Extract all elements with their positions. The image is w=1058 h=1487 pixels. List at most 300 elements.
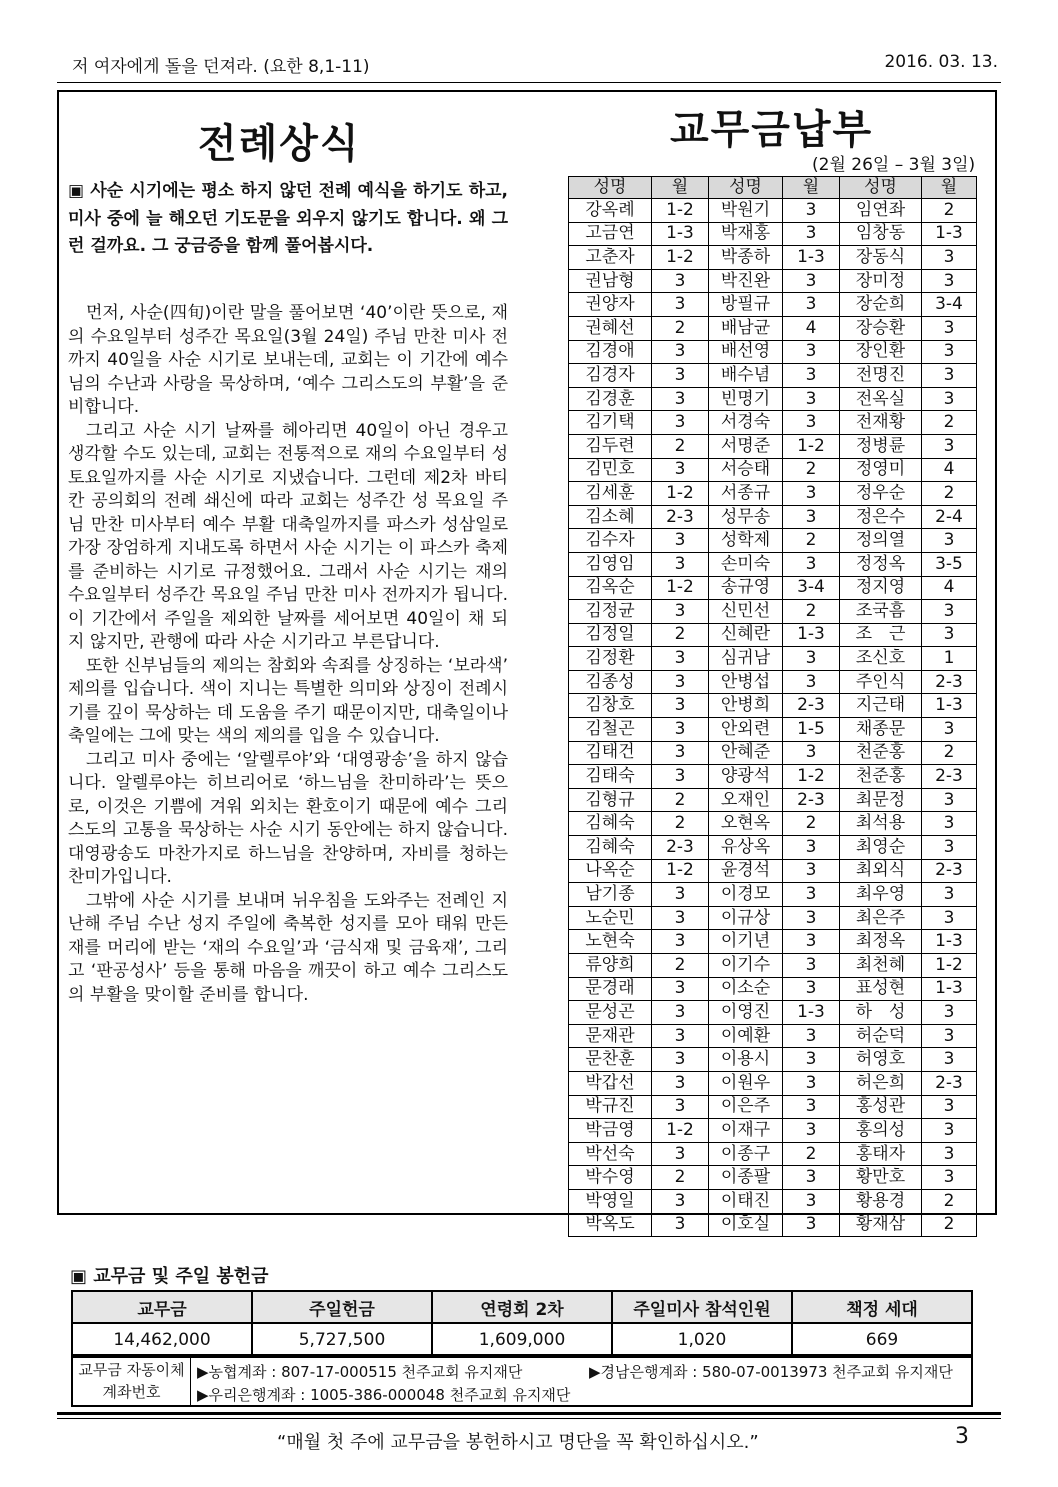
member-name: 홍태자 xyxy=(840,1142,922,1166)
member-name: 김창호 xyxy=(569,694,652,718)
member-name: 배선영 xyxy=(709,340,783,364)
paid-months: 3 xyxy=(652,269,709,293)
member-name: 방필규 xyxy=(709,293,783,317)
account-box xyxy=(71,1354,973,1407)
roster-row xyxy=(569,812,977,836)
paid-months: 3 xyxy=(652,765,709,789)
finance-header: 주일헌금 xyxy=(252,1291,432,1323)
paid-months: 4 xyxy=(922,576,977,600)
finance-value-row xyxy=(72,1323,972,1357)
roster-row xyxy=(569,458,977,482)
member-name: 최문정 xyxy=(840,788,922,812)
paid-months: 3 xyxy=(922,836,977,860)
paid-months: 2-3 xyxy=(652,505,709,529)
member-name: 서경숙 xyxy=(709,411,783,435)
paid-months: 1-3 xyxy=(783,1001,840,1025)
member-name: 이규상 xyxy=(709,906,783,930)
paid-months: 1-2 xyxy=(652,1119,709,1143)
paid-months: 3 xyxy=(652,1071,709,1095)
member-name: 최은주 xyxy=(840,906,922,930)
member-name: 문재관 xyxy=(569,1024,652,1048)
paid-months: 3 xyxy=(783,387,840,411)
member-name: 나옥순 xyxy=(569,859,652,883)
paid-months: 3 xyxy=(922,1048,977,1072)
paid-months: 3 xyxy=(922,246,977,270)
member-name: 강옥례 xyxy=(569,199,652,223)
member-name: 장동식 xyxy=(840,246,922,270)
paid-months: 1-3 xyxy=(922,977,977,1001)
paid-months: 2 xyxy=(922,482,977,506)
member-name: 이종구 xyxy=(709,1142,783,1166)
roster-row xyxy=(569,1189,977,1213)
member-name: 배남균 xyxy=(709,316,783,340)
paid-months: 3 xyxy=(652,647,709,671)
member-name: 성무송 xyxy=(709,505,783,529)
paid-months: 1-2 xyxy=(783,765,840,789)
paid-months: 2 xyxy=(652,1166,709,1190)
roster-row xyxy=(569,930,977,954)
account-label xyxy=(73,1356,191,1405)
paid-months: 3 xyxy=(783,1095,840,1119)
paid-months: 3 xyxy=(783,1189,840,1213)
bottom-rule-thick xyxy=(57,1412,1001,1415)
paid-months: 3 xyxy=(922,269,977,293)
paid-months: 2 xyxy=(922,1189,977,1213)
col-name: 성명 xyxy=(569,177,652,199)
paid-months: 3 xyxy=(783,411,840,435)
woori-account: ▶우리은행계좌 : 1005-386-000048 천주교회 유지재단 xyxy=(197,1386,571,1404)
header-verse: 저 여자에게 돌을 던져라. (요한 8,1-11) xyxy=(72,57,370,77)
finance-header: 책정 세대 xyxy=(792,1291,972,1323)
roster-row xyxy=(569,246,977,270)
member-name: 김태숙 xyxy=(569,765,652,789)
paid-months: 3 xyxy=(922,434,977,458)
member-name: 문경래 xyxy=(569,977,652,1001)
paid-months: 2-3 xyxy=(922,670,977,694)
roster-row xyxy=(569,954,977,978)
member-name: 고금연 xyxy=(569,222,652,246)
member-name: 최천혜 xyxy=(840,954,922,978)
paid-months: 1-2 xyxy=(922,954,977,978)
paid-months: 3 xyxy=(652,1001,709,1025)
paid-months: 2 xyxy=(922,199,977,223)
col-month: 월 xyxy=(783,177,840,199)
paid-months: 3 xyxy=(922,340,977,364)
member-name: 김정환 xyxy=(569,647,652,671)
paid-months: 2-4 xyxy=(922,505,977,529)
paragraph: 그밖에 사순 시기를 보내며 뉘우침을 도와주는 전례인 지난해 주님 수난 성지 주일에 축복한 성지를 모아 태워 만든 재를 머리에 받는 ‘재의 수요일’과 ‘금식재 및 금육재’, 그리고 ‘판공성사’ 등을 통해 마음을 깨끗이 하고 예수 그리스도의 부활을 맞이할 준비를 합니다. xyxy=(68,890,508,1005)
member-name: 남기종 xyxy=(569,883,652,907)
paid-months: 3 xyxy=(783,269,840,293)
member-name: 권혜선 xyxy=(569,316,652,340)
member-name: 박수영 xyxy=(569,1166,652,1190)
paid-months: 4 xyxy=(922,458,977,482)
roster-row xyxy=(569,1119,977,1143)
footer-notice: “매월 첫 주에 교무금을 봉헌하시고 명단을 꼭 확인하십시오.” xyxy=(277,1432,759,1453)
roster-row xyxy=(569,859,977,883)
paid-months: 3 xyxy=(922,1166,977,1190)
paid-months: 3 xyxy=(783,1024,840,1048)
paid-months: 3 xyxy=(922,316,977,340)
paid-months: 3-5 xyxy=(922,552,977,576)
member-name: 정지영 xyxy=(840,576,922,600)
member-name: 이기수 xyxy=(709,954,783,978)
roster-row xyxy=(569,387,977,411)
member-name: 김철곤 xyxy=(569,718,652,742)
roster-row xyxy=(569,1024,977,1048)
paid-months: 1-3 xyxy=(922,930,977,954)
roster-row xyxy=(569,670,977,694)
member-name: 서종규 xyxy=(709,482,783,506)
paid-months: 2 xyxy=(783,1142,840,1166)
member-name: 박원기 xyxy=(709,199,783,223)
paid-months: 2-3 xyxy=(922,765,977,789)
member-name: 안외련 xyxy=(709,718,783,742)
paid-months: 3 xyxy=(783,222,840,246)
paid-months: 2 xyxy=(652,812,709,836)
member-name: 박선숙 xyxy=(569,1142,652,1166)
nonghyup-account: ▶농협계좌 : 807-17-000515 천주교회 유지재단 xyxy=(197,1363,523,1381)
member-name: 이종팔 xyxy=(709,1166,783,1190)
member-name: 서명준 xyxy=(709,434,783,458)
paid-months: 3 xyxy=(783,977,840,1001)
roster-row xyxy=(569,529,977,553)
member-name: 최외식 xyxy=(840,859,922,883)
paid-months: 2 xyxy=(652,788,709,812)
member-name: 이은주 xyxy=(709,1095,783,1119)
roster-row xyxy=(569,883,977,907)
finance-header: 연령회 2차 xyxy=(432,1291,612,1323)
paid-months: 2 xyxy=(783,600,840,624)
paid-months: 3 xyxy=(922,364,977,388)
paid-months: 3 xyxy=(783,930,840,954)
finance-section-title: ▣ 교무금 및 주일 봉헌금 xyxy=(70,1266,269,1287)
dues-period: (2월 26일 – 3월 3일) xyxy=(812,155,976,175)
member-name: 이태진 xyxy=(709,1189,783,1213)
roster-row xyxy=(569,576,977,600)
member-name: 안혜준 xyxy=(709,741,783,765)
roster-row xyxy=(569,765,977,789)
member-name: 양광석 xyxy=(709,765,783,789)
paid-months: 3 xyxy=(922,718,977,742)
member-name: 안병섭 xyxy=(709,670,783,694)
paid-months: 3 xyxy=(783,670,840,694)
roster-row xyxy=(569,364,977,388)
roster-row xyxy=(569,694,977,718)
member-name: 하 성 xyxy=(840,1001,922,1025)
member-name: 정의열 xyxy=(840,529,922,553)
paid-months: 2-3 xyxy=(783,694,840,718)
finance-value: 1,020 xyxy=(612,1323,792,1357)
col-month: 월 xyxy=(652,177,709,199)
member-name: 배수념 xyxy=(709,364,783,388)
member-name: 김혜숙 xyxy=(569,812,652,836)
roster-row xyxy=(569,1001,977,1025)
member-name: 전명진 xyxy=(840,364,922,388)
paragraph: 또한 신부님들의 제의는 참회와 속죄를 상징하는 ‘보라색’ 제의를 입습니다. 색이 지니는 특별한 의미와 상징이 전례시기를 깊이 묵상하는 데 도움을 주기 때문이지만, 대축일이나 축일에는 그에 맞는 색의 제의를 입을 수 있습니다. xyxy=(68,655,508,746)
paid-months: 3 xyxy=(652,1142,709,1166)
paid-months: 3 xyxy=(783,505,840,529)
roster-row xyxy=(569,741,977,765)
member-name: 천준홍 xyxy=(840,765,922,789)
roster-row xyxy=(569,600,977,624)
member-name: 김경애 xyxy=(569,340,652,364)
member-name: 지근태 xyxy=(840,694,922,718)
paid-months: 3 xyxy=(652,906,709,930)
paid-months: 3 xyxy=(652,340,709,364)
paid-months: 3 xyxy=(652,883,709,907)
member-name: 김민호 xyxy=(569,458,652,482)
paid-months: 3 xyxy=(652,1189,709,1213)
member-name: 신혜란 xyxy=(709,623,783,647)
member-name: 장인환 xyxy=(840,340,922,364)
member-name: 조국흠 xyxy=(840,600,922,624)
paid-months: 1-5 xyxy=(783,718,840,742)
page-number: 3 xyxy=(955,1424,969,1449)
paid-months: 3 xyxy=(922,906,977,930)
paid-months: 2-3 xyxy=(922,859,977,883)
paid-months: 3 xyxy=(652,718,709,742)
paid-months: 3 xyxy=(922,1095,977,1119)
member-name: 김옥순 xyxy=(569,576,652,600)
member-name: 장승환 xyxy=(840,316,922,340)
member-name: 윤경석 xyxy=(709,859,783,883)
roster-row xyxy=(569,1166,977,1190)
member-name: 장미정 xyxy=(840,269,922,293)
member-name: 문성곤 xyxy=(569,1001,652,1025)
paid-months: 3 xyxy=(652,741,709,765)
paid-months: 3 xyxy=(783,482,840,506)
paid-months: 3 xyxy=(783,552,840,576)
paid-months: 3 xyxy=(922,1024,977,1048)
member-name: 이재구 xyxy=(709,1119,783,1143)
member-name: 천준홍 xyxy=(840,741,922,765)
paid-months: 2-3 xyxy=(783,788,840,812)
paid-months: 1-3 xyxy=(783,623,840,647)
paid-months: 1-2 xyxy=(652,199,709,223)
paid-months: 3 xyxy=(652,977,709,1001)
paid-months: 3 xyxy=(652,387,709,411)
roster-row xyxy=(569,269,977,293)
finance-value: 1,609,000 xyxy=(432,1323,612,1357)
member-name: 이기년 xyxy=(709,930,783,954)
paid-months: 3 xyxy=(652,1024,709,1048)
paid-months: 3 xyxy=(652,930,709,954)
paid-months: 3 xyxy=(652,694,709,718)
member-name: 이예환 xyxy=(709,1024,783,1048)
member-name: 김두련 xyxy=(569,434,652,458)
member-name: 문찬훈 xyxy=(569,1048,652,1072)
liturgy-article xyxy=(68,302,508,1007)
paid-months: 2 xyxy=(652,623,709,647)
account-label-line: 교무금 자동이체 xyxy=(78,1361,185,1379)
finance-header-row xyxy=(72,1291,972,1323)
paid-months: 3-4 xyxy=(783,576,840,600)
member-name: 홍의성 xyxy=(840,1119,922,1143)
paid-months: 3 xyxy=(922,812,977,836)
paid-months: 1-2 xyxy=(652,482,709,506)
member-name: 김정균 xyxy=(569,600,652,624)
member-name: 김태건 xyxy=(569,741,652,765)
member-name: 권양자 xyxy=(569,293,652,317)
paid-months: 2-3 xyxy=(922,1071,977,1095)
col-name: 성명 xyxy=(709,177,783,199)
paid-months: 3 xyxy=(922,788,977,812)
col-month: 월 xyxy=(922,177,977,199)
paid-months: 3 xyxy=(783,1213,840,1237)
paid-months: 2 xyxy=(922,741,977,765)
paid-months: 1-2 xyxy=(652,246,709,270)
member-name: 박영일 xyxy=(569,1189,652,1213)
member-name: 성학제 xyxy=(709,529,783,553)
member-name: 이소순 xyxy=(709,977,783,1001)
paid-months: 3 xyxy=(652,458,709,482)
paid-months: 3 xyxy=(922,1001,977,1025)
member-name: 노현숙 xyxy=(569,930,652,954)
member-name: 전옥실 xyxy=(840,387,922,411)
member-name: 정영미 xyxy=(840,458,922,482)
member-name: 김형규 xyxy=(569,788,652,812)
roster-row xyxy=(569,505,977,529)
paid-months: 3 xyxy=(652,1048,709,1072)
roster-row xyxy=(569,788,977,812)
roster-row xyxy=(569,199,977,223)
roster-row xyxy=(569,906,977,930)
paragraph: 먼저, 사순(四旬)이란 말을 풀어보면 ‘40’이란 뜻으로, 재의 수요일부터 성주간 목요일(3월 24일) 주님 만찬 미사 전까지 40일을 사순 시기로 보내는데, 교회는 이 기간에 예수님의 수난과 사랑을 묵상하며, ‘예수 그리스도의 부활’을 준비합니다. xyxy=(68,303,508,417)
roster-row xyxy=(569,836,977,860)
member-name: 안병희 xyxy=(709,694,783,718)
paid-months: 3 xyxy=(783,293,840,317)
member-name: 허순덕 xyxy=(840,1024,922,1048)
paid-months: 3 xyxy=(652,411,709,435)
member-name: 김정일 xyxy=(569,623,652,647)
member-name: 김혜숙 xyxy=(569,836,652,860)
member-name: 김영임 xyxy=(569,552,652,576)
paid-months: 3 xyxy=(652,1095,709,1119)
header-date: 2016. 03. 13. xyxy=(884,52,998,72)
member-name: 김세훈 xyxy=(569,482,652,506)
paid-months: 3 xyxy=(783,199,840,223)
top-rule xyxy=(57,82,1001,83)
roster-row xyxy=(569,316,977,340)
member-name: 황재삼 xyxy=(840,1213,922,1237)
member-name: 유상옥 xyxy=(709,836,783,860)
roster-row xyxy=(569,222,977,246)
paid-months: 3 xyxy=(652,552,709,576)
member-name: 서승태 xyxy=(709,458,783,482)
member-name: 이원우 xyxy=(709,1071,783,1095)
member-name: 허영호 xyxy=(840,1048,922,1072)
paid-months: 1-2 xyxy=(783,434,840,458)
paid-months: 2 xyxy=(783,458,840,482)
paid-months: 3 xyxy=(652,529,709,553)
finance-header: 주일미사 참석인원 xyxy=(612,1291,792,1323)
member-name: 빈명기 xyxy=(709,387,783,411)
roster-row xyxy=(569,293,977,317)
paragraph: 그리고 미사 중에는 ‘알렐루야’와 ‘대영광송’을 하지 않습니다. 알렐루야는 히브리어로 ‘하느님을 찬미하라’는 뜻으로, 이것은 기쁨에 겨워 외치는 환호이기 때문에 예수 그리스도의 고통을 묵상하는 사순 시기 동안에는 하지 않습니다. 대영광송도 마찬가지로 하느님을 찬양하며, 자비를 청하는 찬미가입니다. xyxy=(68,749,508,887)
member-name: 고춘자 xyxy=(569,246,652,270)
member-name: 박금영 xyxy=(569,1119,652,1143)
member-name: 김수자 xyxy=(569,529,652,553)
member-name: 최정옥 xyxy=(840,930,922,954)
member-name: 박종하 xyxy=(709,246,783,270)
paid-months: 3 xyxy=(922,529,977,553)
paid-months: 3 xyxy=(783,906,840,930)
paid-months: 3 xyxy=(922,600,977,624)
dues-title: 교무금납부 xyxy=(670,107,874,153)
paid-months: 3 xyxy=(783,1119,840,1143)
roster-row xyxy=(569,977,977,1001)
paid-months: 3 xyxy=(783,1048,840,1072)
member-name: 노순민 xyxy=(569,906,652,930)
roster-row xyxy=(569,434,977,458)
paragraph: 그리고 사순 시기 날짜를 헤아리면 40일이 아닌 경우고 생각할 수도 있는데, 교회는 전통적으로 재의 수요일부터 성토요일까지를 사순 시기로 지냈습니다. 그런데 제2차 바티칸 공의회의 전례 쇄신에 따라 교회는 성주간 성 목요일 주님 만찬 미사부터 예수 부활 대축일까지를 파스카 성삼일로 가장 장엄하게 지내도록 하면서 사순 시기는 이 파스카 축제를 준비하는 시기로 규정했어요. 그래서 사순 시기는 재의 수요일부터 성주간 목요일 주님 만찬 미사 전까지가 됩니다. 이 기간에서 주일을 제외한 날짜를 세어보면 40일이 채 되지 않지만, 관행에 따라 사순 시기라고 부른답니다. xyxy=(68,420,508,652)
member-name: 채종문 xyxy=(840,718,922,742)
member-name: 손미숙 xyxy=(709,552,783,576)
paid-months: 3 xyxy=(783,647,840,671)
paid-months: 1-3 xyxy=(783,246,840,270)
member-name: 김종성 xyxy=(569,670,652,694)
member-name: 황용경 xyxy=(840,1189,922,1213)
member-name: 박옥도 xyxy=(569,1213,652,1237)
paid-months: 2 xyxy=(922,411,977,435)
paid-months: 3 xyxy=(783,1071,840,1095)
member-name: 정병륜 xyxy=(840,434,922,458)
dues-roster-table xyxy=(568,176,977,1237)
paid-months: 2 xyxy=(783,529,840,553)
member-name: 오재인 xyxy=(709,788,783,812)
paid-months: 3 xyxy=(783,954,840,978)
roster-row xyxy=(569,1095,977,1119)
roster-row xyxy=(569,482,977,506)
member-name: 최영순 xyxy=(840,836,922,860)
member-name: 송규영 xyxy=(709,576,783,600)
account-label-line: 계좌번호 xyxy=(102,1383,161,1401)
member-name: 이경모 xyxy=(709,883,783,907)
member-name: 이영진 xyxy=(709,1001,783,1025)
paid-months: 3 xyxy=(652,1213,709,1237)
finance-header: 교무금 xyxy=(72,1291,252,1323)
liturgy-title: 전례상식 xyxy=(198,121,361,167)
member-name: 심귀남 xyxy=(709,647,783,671)
roster-row xyxy=(569,1071,977,1095)
member-name: 류양희 xyxy=(569,954,652,978)
paid-months: 3 xyxy=(783,364,840,388)
member-name: 김소혜 xyxy=(569,505,652,529)
paid-months: 3 xyxy=(652,293,709,317)
paid-months: 1 xyxy=(922,647,977,671)
col-name: 성명 xyxy=(840,177,922,199)
paid-months: 3 xyxy=(652,364,709,388)
paid-months: 3 xyxy=(783,340,840,364)
roster-header-row xyxy=(569,177,977,199)
roster-row xyxy=(569,623,977,647)
member-name: 정은수 xyxy=(840,505,922,529)
member-name: 김경훈 xyxy=(569,387,652,411)
paid-months: 3 xyxy=(783,1166,840,1190)
roster-row xyxy=(569,647,977,671)
member-name: 권남형 xyxy=(569,269,652,293)
paid-months: 1-2 xyxy=(652,859,709,883)
paid-months: 3 xyxy=(922,883,977,907)
paid-months: 3 xyxy=(783,836,840,860)
kyongnam-account: ▶경남은행계좌 : 580-07-0013973 천주교회 유지재단 xyxy=(589,1363,953,1381)
roster-row xyxy=(569,340,977,364)
member-name: 장순희 xyxy=(840,293,922,317)
member-name: 조 근 xyxy=(840,623,922,647)
paid-months: 2 xyxy=(783,812,840,836)
member-name: 조신호 xyxy=(840,647,922,671)
